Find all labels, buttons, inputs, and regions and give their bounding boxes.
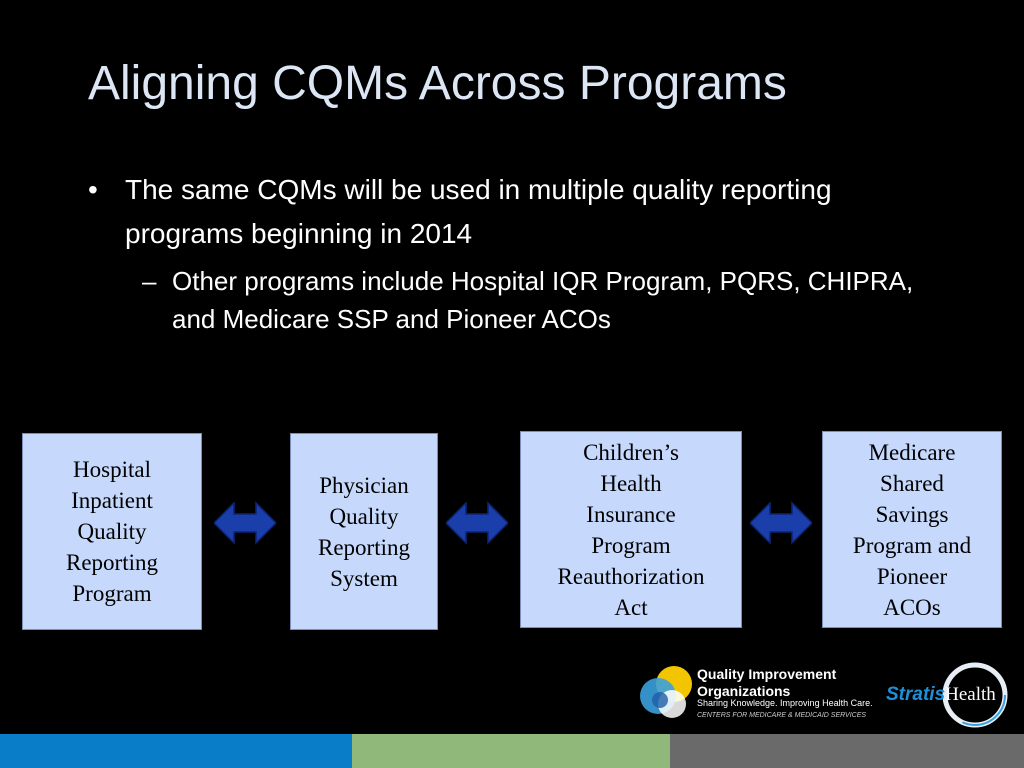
- bullet-list: [88, 168, 928, 338]
- double-headed-arrow-icon: [750, 501, 812, 545]
- program-box-hospital-iqr: [22, 433, 202, 630]
- stratis-wordmark-part2: Health: [945, 684, 996, 705]
- qio-name-line2: Organizations: [697, 683, 791, 699]
- qio-circles-icon: [638, 664, 696, 722]
- qio-logo: [638, 664, 873, 728]
- slide-title: Aligning CQMs Across Programs: [88, 57, 787, 110]
- footer-bar-green: [352, 734, 670, 768]
- footer-bar-gray: [670, 734, 1024, 768]
- double-headed-arrow-icon: [446, 501, 508, 545]
- stratis-wordmark-part1: Stratis: [886, 684, 946, 705]
- program-label: Medicare Shared Savings Program and Pioneer ACOs: [852, 439, 972, 620]
- program-box-pqrs: [290, 433, 438, 630]
- sub-bullet-text: Other programs include Hospital IQR Program, PQRS, CHIPRA, and Medicare SSP and Pioneer ACOs: [172, 266, 914, 334]
- sub-bullet-marker: –: [142, 266, 157, 296]
- program-box-chipra: [520, 431, 742, 628]
- sub-bullet-item: [88, 262, 928, 338]
- bullet-item: [88, 168, 928, 256]
- double-headed-arrow-icon: [214, 501, 276, 545]
- stratis-health-logo: [884, 660, 1012, 730]
- qio-tagline: Sharing Knowledge. Improving Health Care.: [697, 698, 873, 708]
- program-label: Children’s Health Insurance Program Reauthorization Act: [557, 439, 705, 620]
- qio-subtitle: CENTERS FOR MEDICARE & MEDICAID SERVICES: [697, 712, 867, 719]
- qio-name-line1: Quality Improvement: [697, 666, 837, 682]
- bullet-text: The same CQMs will be used in multiple quality reporting programs beginning in 2014: [125, 174, 832, 249]
- program-label: Physician Quality Reporting System: [318, 472, 410, 591]
- program-label: Hospital Inpatient Quality Reporting Program: [66, 457, 158, 606]
- bullet-marker: •: [88, 174, 98, 205]
- footer-bar-blue: [0, 734, 352, 768]
- stratis-wordmark: [886, 684, 996, 706]
- program-box-medicare-ssp: [822, 431, 1002, 628]
- qio-name: [697, 666, 836, 700]
